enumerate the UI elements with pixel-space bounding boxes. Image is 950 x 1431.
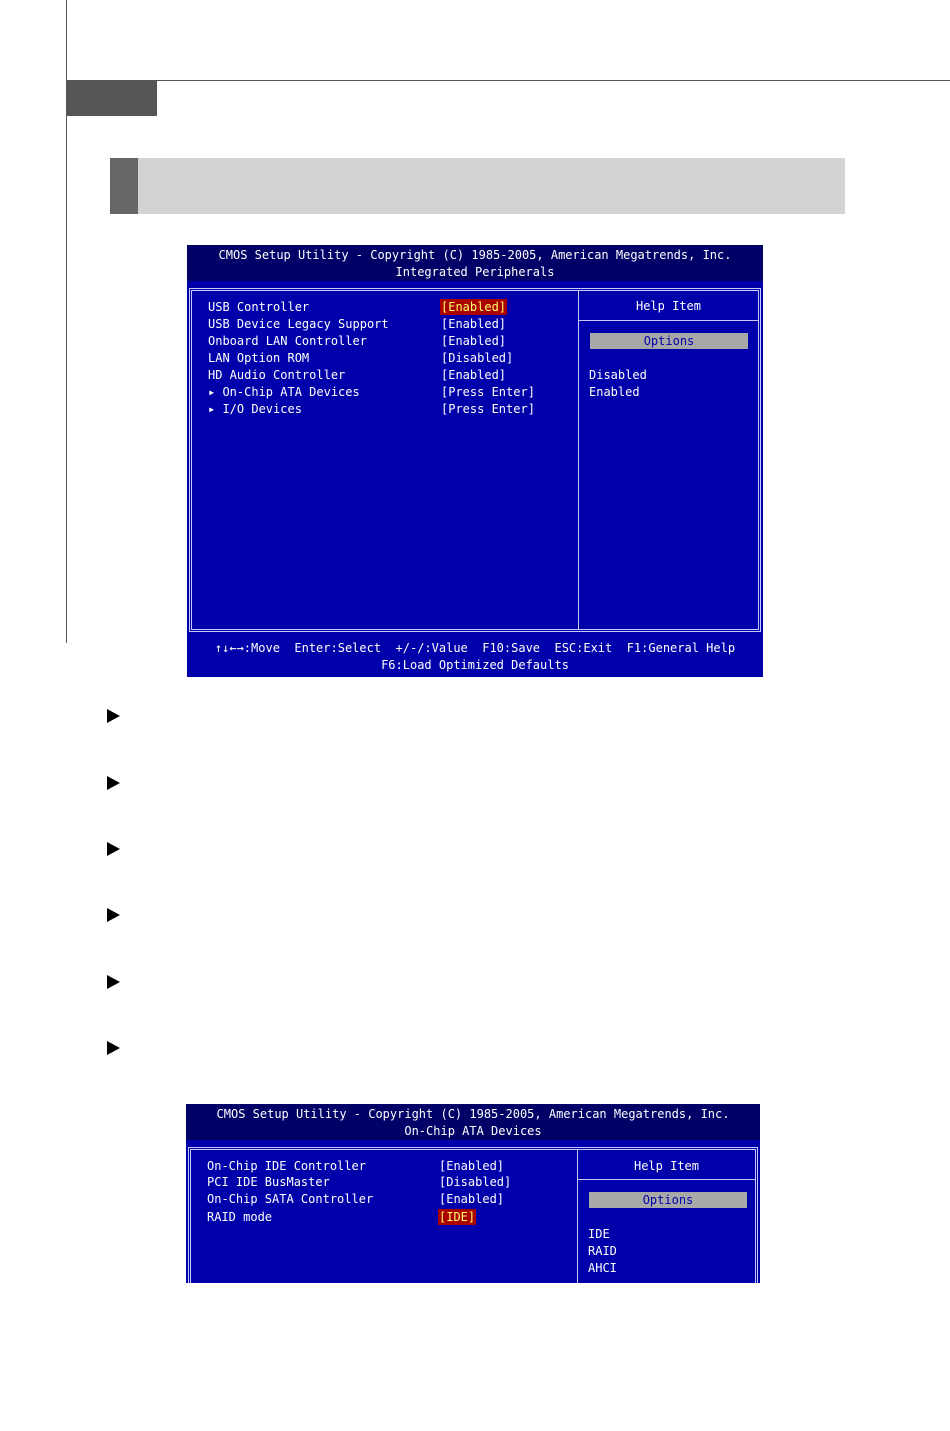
bios-header-page-title: Integrated Peripherals [395,265,555,279]
option-disabled: Disabled [589,368,647,382]
bios-screen-integrated-peripherals [187,245,763,677]
setting-usb-controller[interactable]: USB Controller [208,300,310,314]
bullet-arrow-icon [107,776,120,790]
bios-header-copyright: CMOS Setup Utility - Copyright (C) 1985-2005, American Megatrends, Inc. [216,1107,730,1121]
page-header-tab [66,81,157,116]
value-onboard-lan-controller[interactable]: [Enabled] [441,334,507,348]
help-title-rule [579,320,758,321]
options-bar: Options [590,333,748,349]
value-usb-device-legacy-support[interactable]: [Enabled] [441,317,507,331]
value-on-chip-ide-controller[interactable]: [Enabled] [439,1159,505,1173]
options-bar: Options [589,1192,747,1208]
setting-usb-device-legacy-support[interactable]: USB Device Legacy Support [208,317,389,331]
help-title-rule [578,1179,755,1180]
bullet-arrow-icon [107,908,120,922]
value-pci-ide-busmaster[interactable]: [Disabled] [439,1175,512,1189]
bullet-arrow-icon [107,1041,120,1055]
option-raid: RAID [588,1244,617,1258]
value-io-devices[interactable]: [Press Enter] [441,402,535,416]
section-title-bar [110,158,845,214]
bullet-arrow-icon [107,709,120,723]
setting-onboard-lan-controller[interactable]: Onboard LAN Controller [208,334,367,348]
option-ahci: AHCI [588,1261,617,1275]
bios-header-copyright: CMOS Setup Utility - Copyright (C) 1985-2005, American Megatrends, Inc. [218,248,732,262]
bios-footer-keys: ↑↓←→:Move Enter:Select +/-/:Value F10:Save ESC:Exit F1:General Help [214,641,736,655]
bullet-arrow-icon [107,975,120,989]
page-header-rule [66,80,950,81]
setting-hd-audio-controller[interactable]: HD Audio Controller [208,368,346,382]
bios-header [186,1104,760,1140]
help-item-title: Help Item [633,1159,700,1173]
value-usb-controller[interactable]: [Enabled] [441,300,507,314]
value-lan-option-rom[interactable]: [Disabled] [441,351,514,365]
submenu-io-devices[interactable]: ▸ I/O Devices [208,402,302,416]
value-hd-audio-controller[interactable]: [Enabled] [441,368,507,382]
option-enabled: Enabled [589,385,640,399]
bios-footer-defaults: F6:Load Optimized Defaults [381,658,569,672]
bios-header [187,245,763,281]
setting-lan-option-rom[interactable]: LAN Option ROM [208,351,310,365]
setting-on-chip-sata-controller[interactable]: On-Chip SATA Controller [207,1192,374,1206]
value-raid-mode[interactable]: [IDE] [439,1210,476,1224]
help-item-title: Help Item [635,299,702,313]
section-title-accent [110,158,138,214]
bios-pane-divider [578,291,579,629]
bios-header-page-title: On-Chip ATA Devices [404,1124,542,1138]
bios-screen-on-chip-ata-devices [186,1104,760,1283]
value-on-chip-ata-devices[interactable]: [Press Enter] [441,385,535,399]
bullet-arrow-icon [107,842,120,856]
value-on-chip-sata-controller[interactable]: [Enabled] [439,1192,505,1206]
setting-on-chip-ide-controller[interactable]: On-Chip IDE Controller [207,1159,366,1173]
option-ide: IDE [588,1227,610,1241]
submenu-on-chip-ata-devices[interactable]: ▸ On-Chip ATA Devices [208,385,360,399]
setting-raid-mode[interactable]: RAID mode [207,1210,273,1224]
setting-pci-ide-busmaster[interactable]: PCI IDE BusMaster [207,1175,330,1189]
